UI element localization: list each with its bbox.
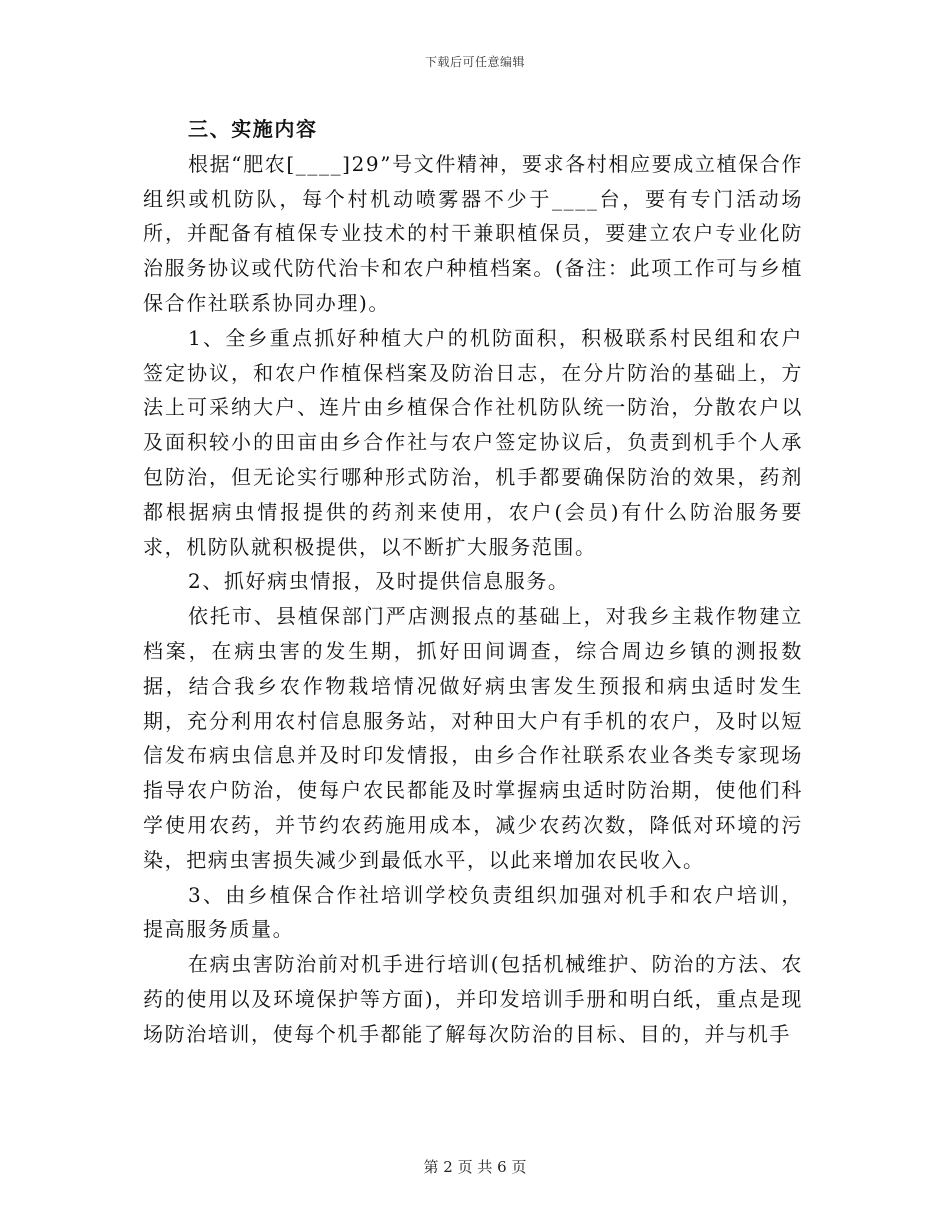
paragraph-item-2-detail: 依托市、县植保部门严店测报点的基础上，对我乡主栽作物建立档案，在病虫害的发生期，抓好田间调查，综合周边乡镇的测报数据，结合我乡农作物栽培情况做好病虫害发生预报和病虫适时发生期，充分利用农村信息服务站，对种田大户有手机的农户，及时以短信发布病虫信息并及时印发情报，由乡合作社联系农业各类专家现场指导农户防治，使每户农民都能及时掌握病虫适时防治期，使他们科学使用农药，并节约农药施用成本，减少农药次数，降低对环境的污染，把病虫害损失减少到最低水平，以此来增加农民收入。 — [143, 604, 803, 872]
document-body — [143, 112, 803, 1052]
paragraph-item-1: 1、全乡重点抓好种植大户的机防面积，积极联系村民组和农户签定协议，和农户作植保档案及防治日志，在分片防治的基础上，方法上可采纳大户、连片由乡植保合作社机防队统一防治，分散农户以及面积较小的田亩由乡合作社与农户签定协议后，负责到机手个人承包防治，但无论实行哪种形式防治，机手都要确保防治的效果，药剂都根据病虫情报提供的药剂来使用，农户(会员)有什么防治服务要求，机防队就积极提供，以不断扩大服务范围。 — [143, 325, 803, 559]
paragraph-implementation-overview: 根据“肥农[____]29”号文件精神，要求各村相应要成立植保合作组织或机防队，每个村机动喷雾器不少于____台，要有专门活动场所，并配备有植保专业技术的村干兼职植保员，要建立农户专业化防治服务协议或代防代治卡和农户种植档案。(备注：此项工作可与乡植保合作社联系协同办理)。 — [143, 151, 803, 315]
page-number-footer: 第 2 页 共 6 页 — [423, 1158, 527, 1176]
header-note: 下载后可任意编辑 — [424, 55, 525, 69]
paragraph-item-2-heading: 2、抓好病虫情报，及时提供信息服务。 — [188, 569, 570, 594]
paragraph-item-3-detail: 在病虫害防治前对机手进行培训(包括机械维护、防治的方法、农药的使用以及环境保护等方面)，并印发培训手册和明白纸，重点是现场防治培训，使每个机手都能了解每次防治的目标、目的，并与机手 — [143, 952, 803, 1046]
paragraph-item-3-heading: 3、由乡植保合作社培训学校负责组织加强对机手和农户培训，提高服务质量。 — [143, 882, 803, 942]
section-heading: 三、实施内容 — [188, 117, 318, 141]
